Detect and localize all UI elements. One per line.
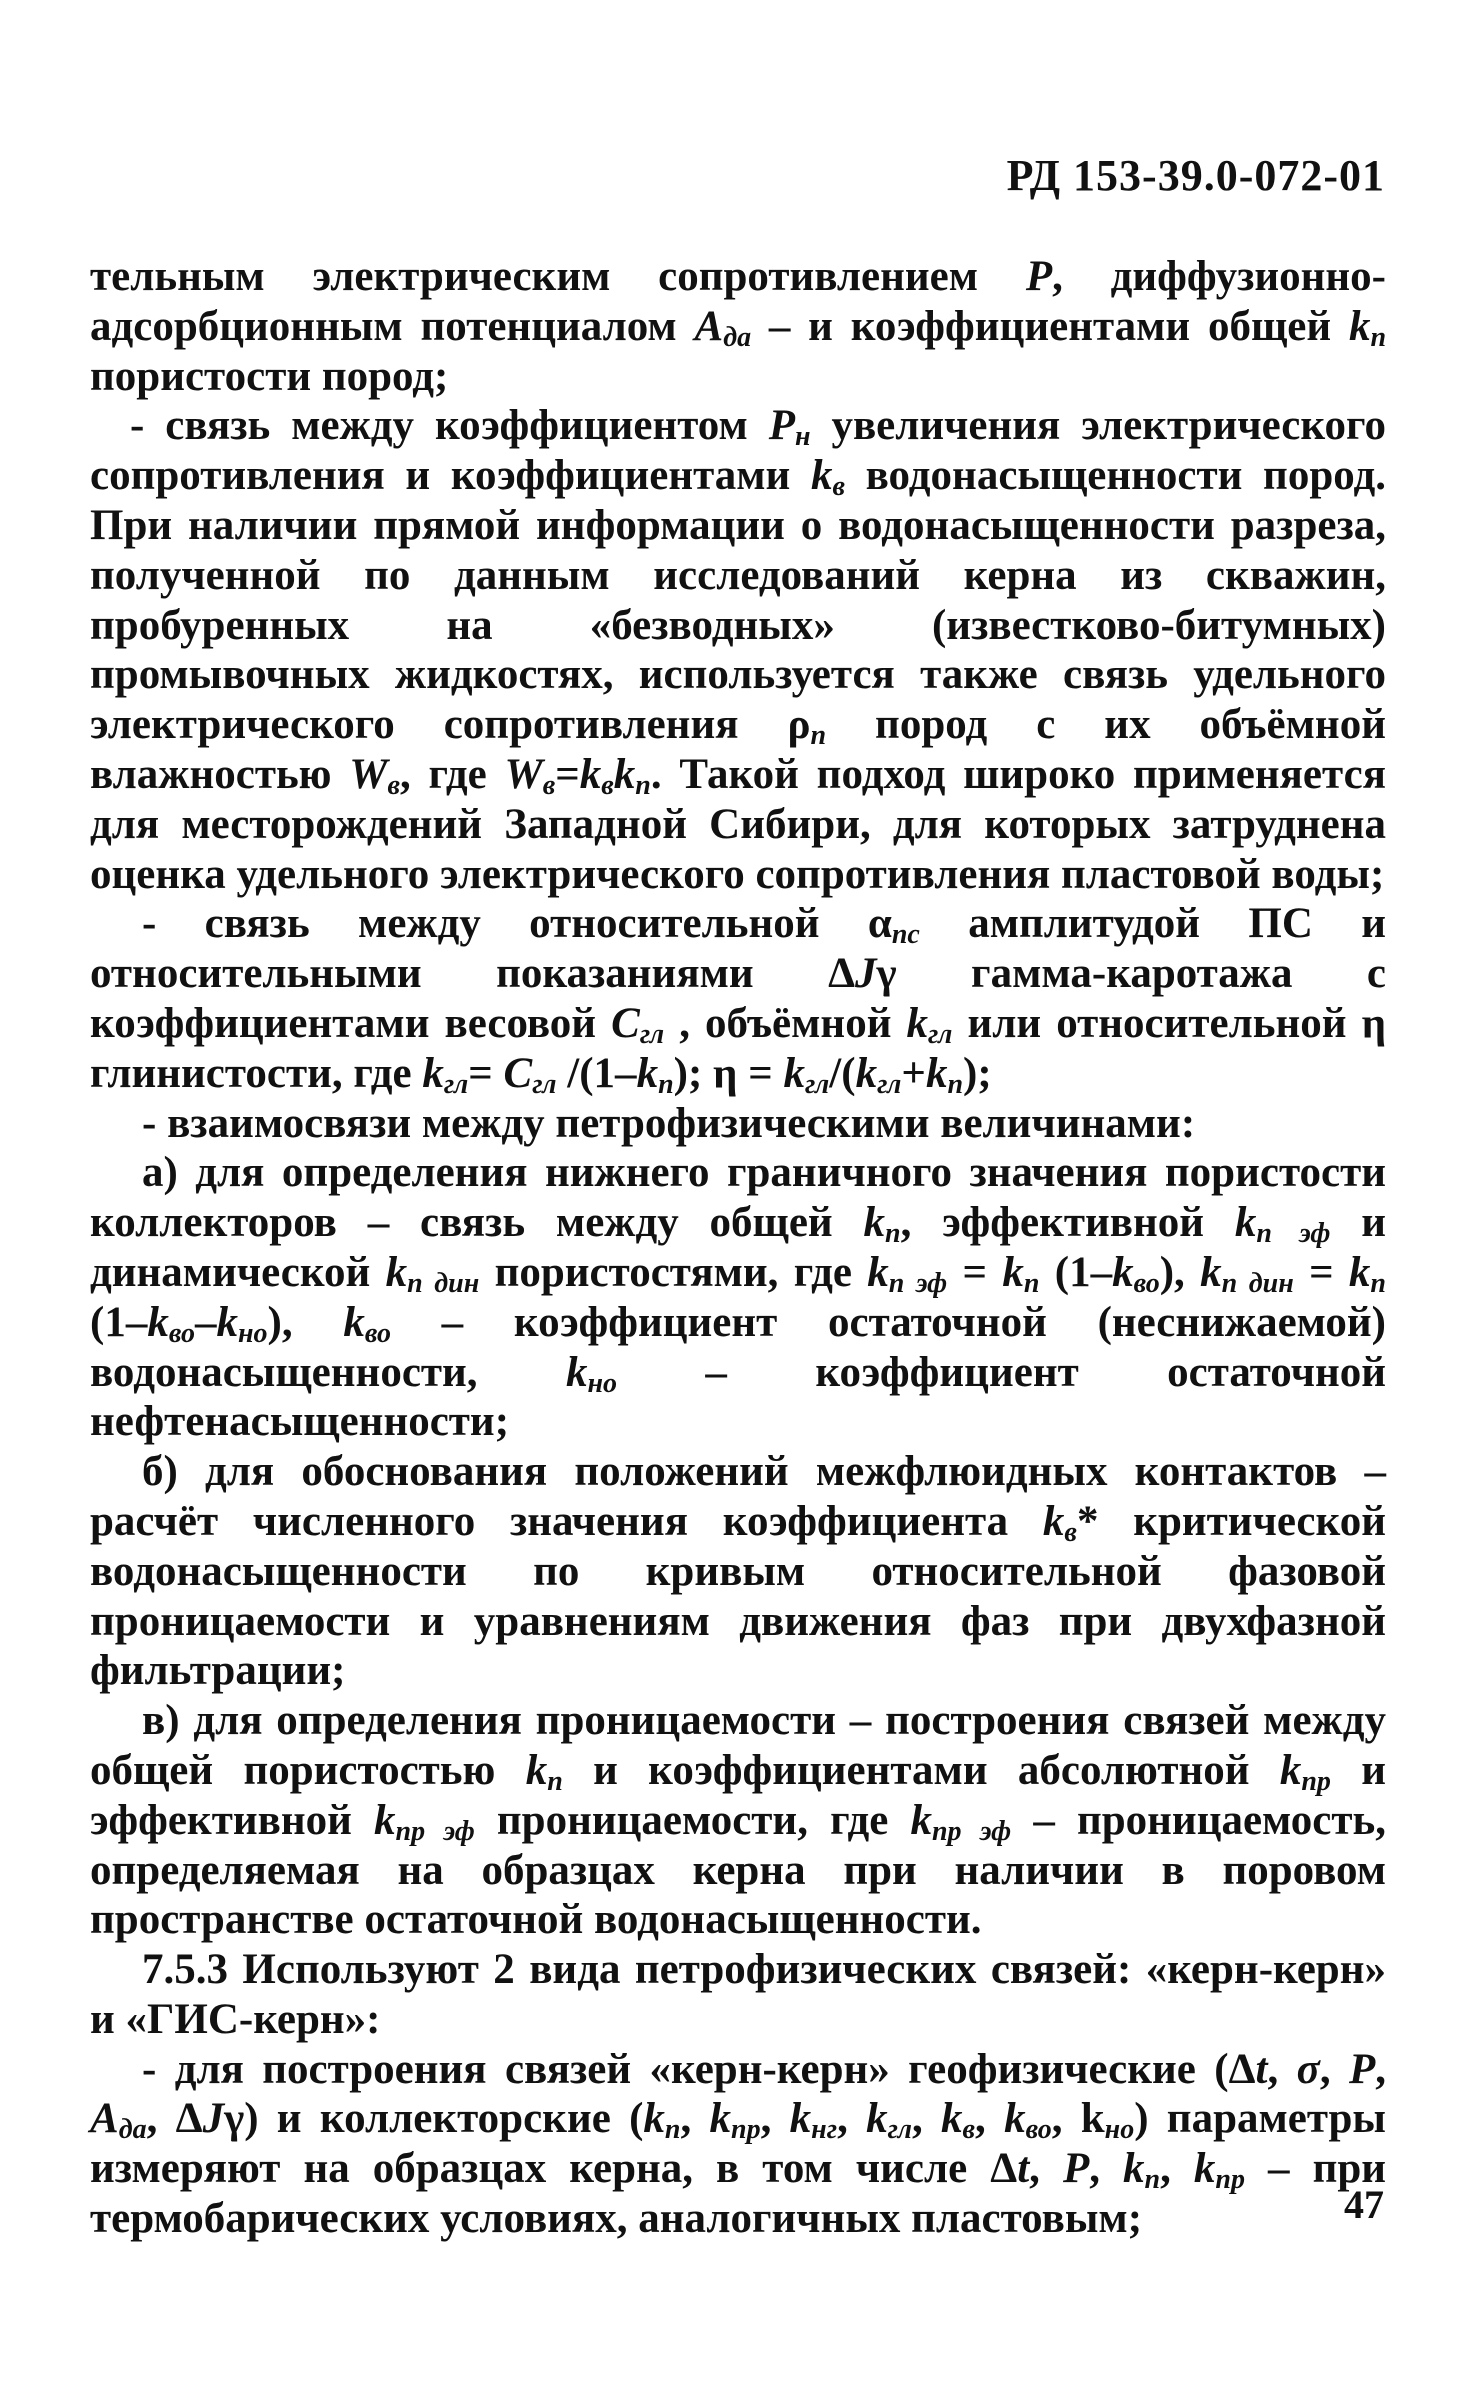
page-number: 47 — [1344, 2182, 1384, 2227]
document-code: РД 153-39.0-072-01 — [1006, 151, 1385, 200]
paragraph-5: а) для определения нижнего граничного значения пористости коллекторов – связь между общей $k_п$, эффективной $k_{п эф}$ и динамической $k_{п дин}$ пористостями, где $k_{п эф} = k_п$ $(1-k_{во})$, $k_{п дин} = k_п$ $(1-k_{во}-k_{но})$, $k_{во}$ – коэффициент остаточной (неснижаемой) водонасыщенности, $k_{но}$ – коэффициент остаточной нефтенасыщенности; — [90, 1149, 1386, 1446]
paragraph-7: в) для определения проницаемости – построения связей между общей пористостью $k_п$ и коэффициентами абсолютной $k_{пр}$ и эффективной $k_{пр эф}$ проницаемости, где $k_{пр эф}$ – проницаемость, определяемая на образцах керна при наличии в поровом пространстве остаточной водонасыщенности. — [90, 1697, 1386, 1944]
paragraph-9: - для построения связей «керн-керн» геофизические (Δt, σ, P, $A_{да}$, ΔJγ) и коллекторские ($k_п$, $k_{пр}$, $k_{нг}$, $k_{гл}$, $k_в$, $k_{во}$, $k_{но}$) параметры измеряют на образцах керна, в том числе Δt, P, $k_п$, $k_{пр}$ – при термобарических условиях, аналогичных пластовым; — [90, 2045, 1387, 2243]
document-body — [90, 252, 1386, 2244]
paragraph-2: - связь между коэффициентом $P_н$ увеличения электрического сопротивления и коэффициентами $k_в$ водонасыщенности пород. При наличии прямой информации о водонасыщенности разреза, полученной по данным исследований керна из скважин, пробуренных на «безводных» (известково-битумных) промывочных жидкостях, используется также связь удельного электрического сопротивления $\rho_п$ пород с их объёмной влажностью $W_в$, где $W_в=k_вk_п$. Такой подход широко применяется для месторождений Западной Сибири, для которых затруднена оценка удельного электрического сопротивления пластовой воды; — [90, 402, 1386, 898]
paragraph-4: - взаимосвязи между петрофизическими величинами: — [142, 1099, 1196, 1147]
paragraph-1: тельным электрическим сопротивлением P, диффузионно-адсорбционным потенциалом $A_{да}$ – и коэффициентами общей $k_п$ пористости пород; — [90, 253, 1387, 400]
paragraph-6: б) для обоснования положений межфлюидных контактов – расчёт численного значения коэффициента $k_в*$ критической водонасыщенности по кривым относительной фазовой проницаемости и уравнениям движения фаз при двухфазной фильтрации; — [90, 1448, 1387, 1695]
paragraph-8: 7.5.3 Используют 2 вида петрофизических связей: «керн-керн» и «ГИС-керн»: — [90, 1946, 1386, 2043]
paragraph-3: - связь между относительной $\alpha_{пс}$ амплитудой ПС и относительными показаниями ΔJγ гамма-каротажа с коэффициентами весовой $C_{гл}$ , объёмной $k_{гл}$ или относительной η глинистости, где $k_{гл}= C_{гл}$ $/(1-k_п)$; $\eta = k_{гл}/(k_{гл}+k_п)$; — [90, 900, 1386, 1100]
